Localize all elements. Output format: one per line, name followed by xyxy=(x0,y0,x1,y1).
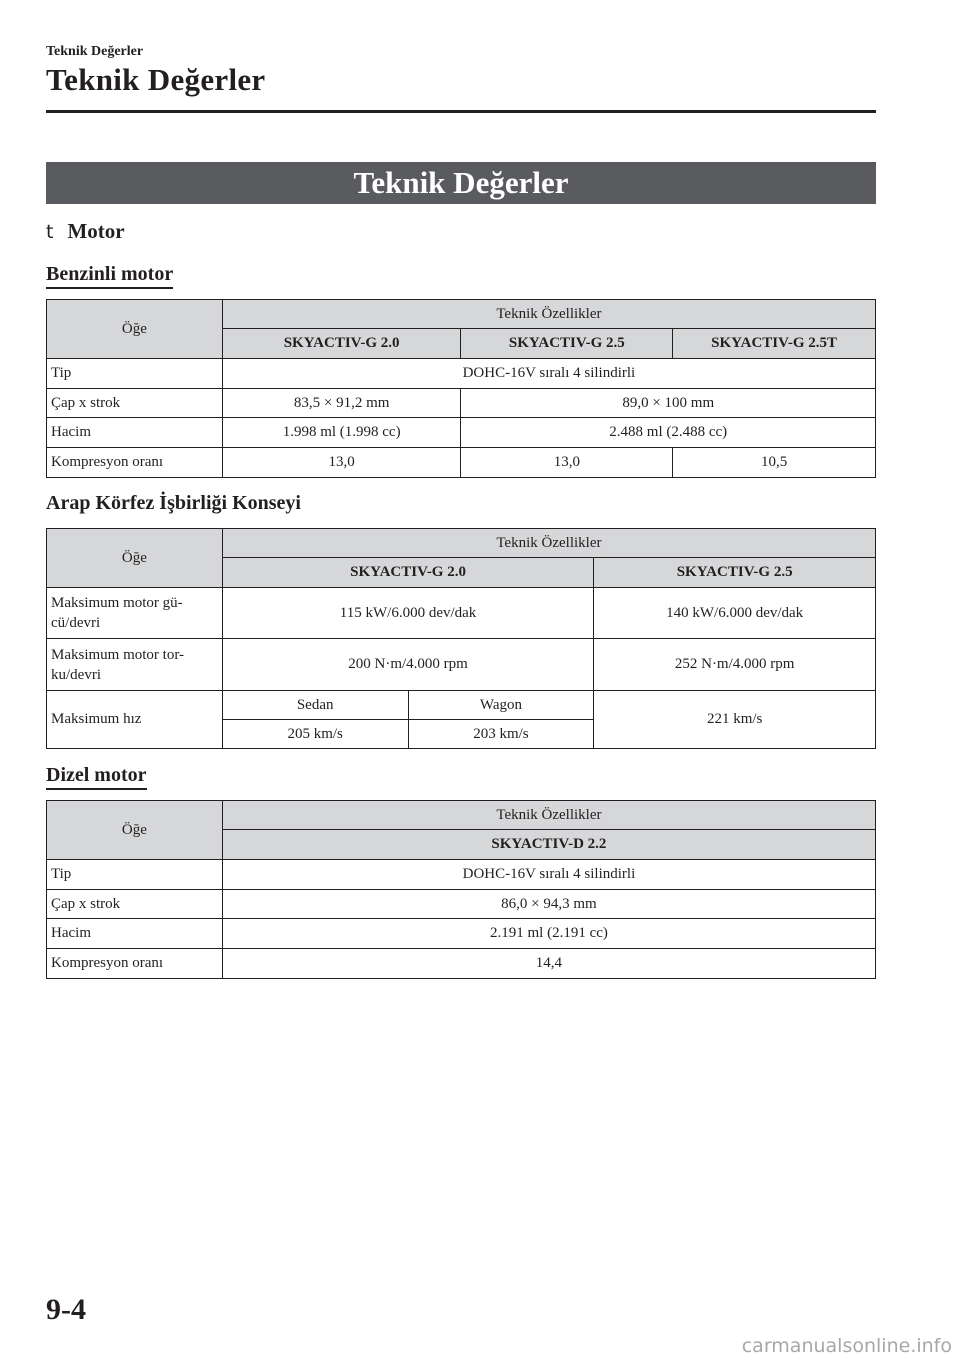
table-row xyxy=(47,359,876,389)
cell-value: 200 N·m/4.000 rpm xyxy=(222,639,594,691)
col-header: SKYACTIV-D 2.2 xyxy=(222,830,875,860)
cell-value: Wagon xyxy=(408,691,594,720)
table-row xyxy=(47,691,876,720)
cell-value: 203 km/s xyxy=(408,720,594,749)
col-header: SKYACTIV-G 2.5 xyxy=(594,558,876,588)
gcc-engine-table xyxy=(46,528,876,749)
row-label: Hacim xyxy=(47,919,223,949)
bullet-marker-icon: t xyxy=(46,221,54,243)
cell-value: 115 kW/6.000 dev/dak xyxy=(222,588,594,639)
running-header: Teknik Değerler xyxy=(46,44,144,59)
table-row xyxy=(47,418,876,448)
table-row xyxy=(47,949,876,979)
cell-value: DOHC-16V sıralı 4 silindirli xyxy=(222,359,875,389)
spec-header: Teknik Özellikler xyxy=(222,300,875,329)
col-header: SKYACTIV-G 2.0 xyxy=(222,558,594,588)
row-label: Hacim xyxy=(47,418,223,448)
cell-value: 140 kW/6.000 dev/dak xyxy=(594,588,876,639)
section-banner: Teknik Değerler xyxy=(46,162,876,204)
cell-value: 252 N·m/4.000 rpm xyxy=(594,639,876,691)
item-header: Öğe xyxy=(47,529,223,588)
table-row xyxy=(47,639,876,691)
cell-value: 13,0 xyxy=(222,448,461,478)
cell-value: 89,0 × 100 mm xyxy=(461,389,876,418)
table-row xyxy=(47,860,876,890)
col-header: SKYACTIV-G 2.5 xyxy=(461,329,673,359)
cell-value: 1.998 ml (1.998 cc) xyxy=(222,418,461,448)
col-header: SKYACTIV-G 2.0 xyxy=(222,329,461,359)
row-label: Çap x strok xyxy=(47,389,223,418)
row-label: Çap x strok xyxy=(47,890,223,919)
watermark: carmanualsonline.info xyxy=(741,1335,952,1357)
cell-value: 2.191 ml (2.191 cc) xyxy=(222,919,875,949)
table-row xyxy=(47,389,876,418)
row-label: Maksimum hız xyxy=(47,691,223,749)
cell-value: 13,0 xyxy=(461,448,673,478)
cell-value: DOHC-16V sıralı 4 silindirli xyxy=(222,860,875,890)
gcc-subheading: Arap Körfez İşbirliği Konseyi xyxy=(46,492,301,514)
section-heading xyxy=(46,219,125,244)
table-row xyxy=(47,588,876,639)
cell-value: 221 km/s xyxy=(594,691,876,749)
row-label: Kompresyon oranı xyxy=(47,949,223,979)
table-row xyxy=(47,890,876,919)
table-row xyxy=(47,448,876,478)
diesel-engine-table xyxy=(46,800,876,979)
cell-value: 83,5 × 91,2 mm xyxy=(222,389,461,418)
spec-header: Teknik Özellikler xyxy=(222,801,875,830)
cell-value: 14,4 xyxy=(222,949,875,979)
petrol-engine-table xyxy=(46,299,876,478)
diesel-subheading: Dizel motor xyxy=(46,764,147,790)
item-header: Öğe xyxy=(47,801,223,860)
cell-value: 2.488 ml (2.488 cc) xyxy=(461,418,876,448)
row-label: Tip xyxy=(47,860,223,890)
row-label: Maksimum motor gü- cü/devri xyxy=(47,588,223,639)
item-header: Öğe xyxy=(47,300,223,359)
cell-value: 86,0 × 94,3 mm xyxy=(222,890,875,919)
row-label: Kompresyon oranı xyxy=(47,448,223,478)
cell-value: 10,5 xyxy=(673,448,876,478)
title-rule xyxy=(46,110,876,113)
table-row xyxy=(47,919,876,949)
row-label: Tip xyxy=(47,359,223,389)
page-number: 9-4 xyxy=(46,1293,86,1326)
row-label: Maksimum motor tor- ku/devri xyxy=(47,639,223,691)
petrol-subheading: Benzinli motor xyxy=(46,263,173,289)
spec-header: Teknik Özellikler xyxy=(222,529,875,558)
col-header: SKYACTIV-G 2.5T xyxy=(673,329,876,359)
cell-value: Sedan xyxy=(222,691,408,720)
cell-value: 205 km/s xyxy=(222,720,408,749)
section-title: Motor xyxy=(67,219,125,243)
page-title: Teknik Değerler xyxy=(46,62,266,97)
